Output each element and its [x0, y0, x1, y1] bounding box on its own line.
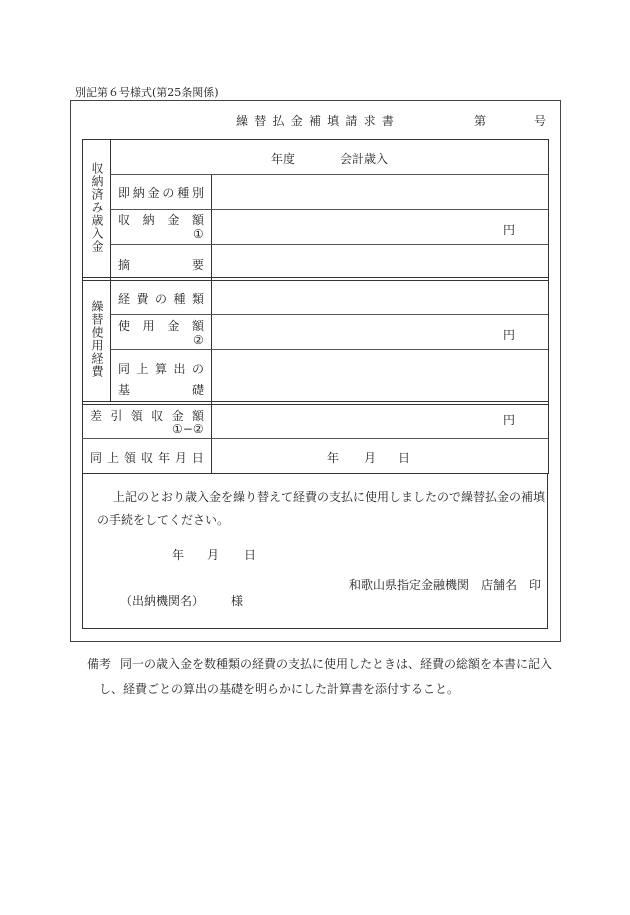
title-char: 填 [327, 114, 340, 128]
doc-number-prefix: 第 [474, 114, 487, 128]
receipt-day: 日 [398, 451, 411, 465]
bank-signature: 和歌山県指定金融機関 店舗名 印 [349, 578, 542, 592]
label-column-divider [211, 174, 212, 474]
note-line1: 同一の歳入金を数種類の経費の支払に使用したときは、経費の総額を本書に記入 [120, 657, 553, 671]
receipt-year: 年 [327, 451, 340, 465]
expense-type-label: 経 費 の 種 類 [118, 292, 204, 306]
form-reference: 別記第６号様式(第25条関係) [75, 86, 219, 99]
account-label: 会計歳入 [340, 152, 389, 166]
section-divider [82, 401, 548, 402]
row-line [82, 438, 548, 439]
title-char: 書 [381, 114, 394, 128]
difference-label: 差 引 領 収 金 額 [90, 409, 204, 423]
title-char: 替 [254, 114, 267, 128]
used-amount-label: 使 用 金 額 [118, 319, 204, 333]
table-left-border [82, 139, 83, 474]
received-amount-label: 収 納 金 額 [118, 213, 204, 227]
note-line2: し、経費ごとの算出の基礎を明らかにした計算書を添付すること。 [99, 682, 460, 696]
substitute-section-label: 繰替使用経費 [90, 300, 104, 378]
row-line [110, 314, 548, 315]
row-line [110, 244, 548, 245]
summary-label: 摘 要 [118, 258, 204, 272]
table-top-border [82, 139, 548, 140]
section-divider [82, 277, 548, 278]
section-divider [82, 404, 548, 405]
basis-label-line2: 基 礎 [118, 383, 204, 397]
yen-unit: 円 [503, 413, 516, 427]
difference-formula: ①−② [172, 422, 204, 436]
title-char: 繰 [236, 114, 249, 128]
honorific: 様 [231, 594, 244, 608]
table-right-border [548, 139, 549, 474]
title-char: 金 [290, 114, 303, 128]
receipt-date-label: 同 上 領 収 年 月 日 [90, 451, 204, 465]
basis-label-line1: 同 上 算 出 の [118, 362, 204, 376]
section-column-divider [110, 139, 111, 402]
request-date-year: 年 [172, 548, 185, 562]
title-char: 補 [308, 114, 321, 128]
yen-unit: 円 [503, 223, 516, 237]
row-line [110, 174, 548, 175]
row-line [110, 209, 548, 210]
title-char: 請 [345, 114, 358, 128]
received-amount-marker: ① [193, 227, 204, 241]
request-text-line1: 上記のとおり歳入金を繰り替えて経費の支払に使用しましたので繰替払金の補填 [113, 490, 546, 504]
row-line [110, 349, 548, 350]
yen-unit: 円 [503, 328, 516, 342]
receipt-month: 月 [364, 451, 377, 465]
payee-label: （出納機関名） [120, 594, 205, 608]
note-label: 備考 [87, 657, 112, 671]
fiscal-year-label: 年度 [271, 152, 296, 166]
section-divider [82, 280, 548, 281]
doc-number-suffix: 号 [534, 114, 547, 128]
request-date-month: 月 [207, 548, 220, 562]
type-label: 即 納 金 の 種 別 [118, 186, 204, 200]
form-title [236, 112, 394, 129]
used-amount-marker: ② [193, 333, 204, 347]
request-date-day: 日 [244, 548, 257, 562]
title-char: 求 [363, 114, 376, 128]
request-text-line2: の手続をしてください。 [97, 513, 230, 527]
received-section-label: 収納済み歳入金 [90, 162, 104, 253]
title-char: 払 [272, 114, 285, 128]
